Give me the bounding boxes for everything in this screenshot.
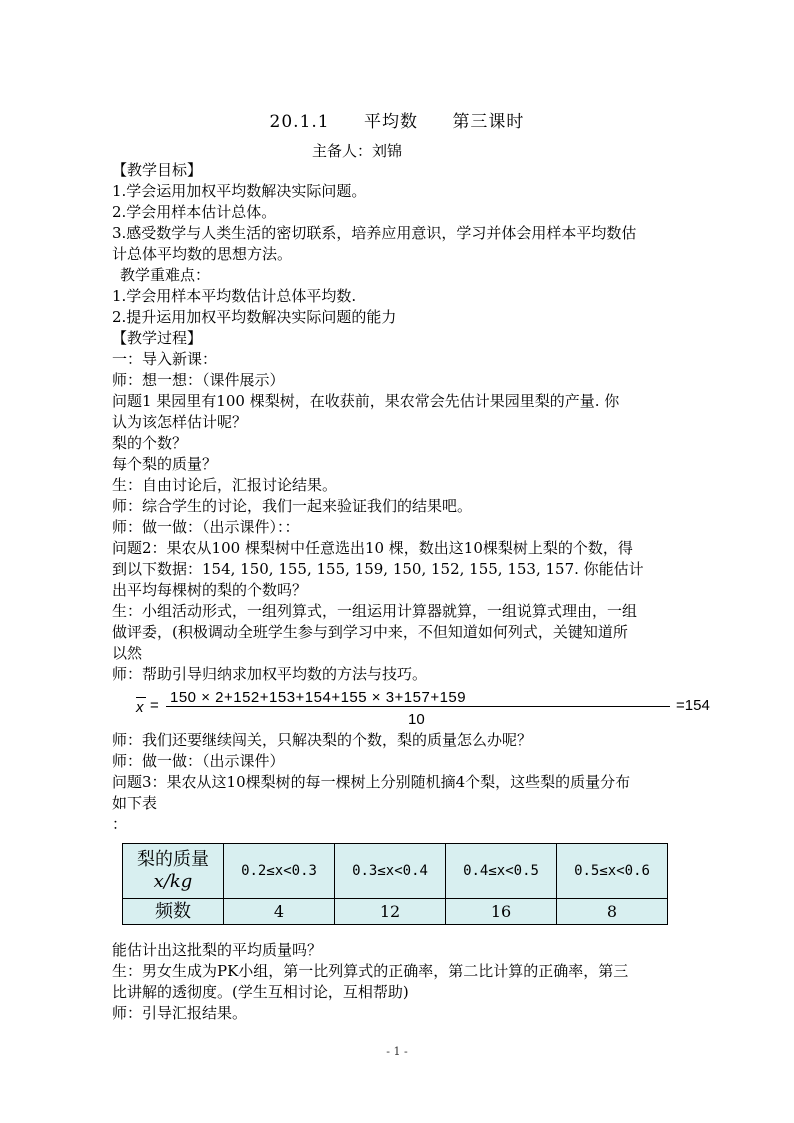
student-line: 生：小组活动形式，一组列算式，一组运用计算器就算，一组说算式理由，一组 [112,602,638,620]
problem-3: 问题3：果农从这10棵梨树的每一棵树上分别随机摘4个梨，这些梨的质量分布 [112,773,631,791]
frequency-cell: 16 [446,899,557,925]
teacher-line: 师：帮助引导归纳求加权平均数的方法与技巧。 [112,665,428,683]
fraction-bar [166,706,670,707]
frequency-table [122,843,668,925]
formula-equals: = [150,697,159,714]
lesson-topic: 平均数 [364,112,419,132]
question-mass: 每个梨的质量？ [112,455,218,473]
objective-2: 2.学会用样本估计总体。 [112,203,277,221]
interval-cell: 0.4≤x<0.5 [446,844,557,899]
question-average-mass: 能估计出这批梨的平均质量吗？ [112,941,323,959]
section-heading-keypoints: 教学重难点： [120,266,211,284]
problem-1-cont: 认为该怎样估计呢？ [112,413,248,431]
section-number: 20.1.1 [269,112,330,132]
objective-3-cont: 计总体平均数的思想方法。 [112,245,293,263]
problem-2-cont: 到以下数据：154, 150, 155, 155, 159, 150, 152, 155, 153, 157. 你能估计 [112,560,644,578]
objective-3: 3.感受数学与人类生活的密切联系，培养应用意识，学习并体会用样本平均数估 [112,224,637,242]
teacher-line: 师：想一想：（课件展示） [112,371,285,389]
teacher-line: 师：引导汇报结果。 [112,1004,248,1022]
problem-2-cont: 出平均每棵树的梨的个数吗？ [112,581,308,599]
problem-1: 问题1 果园里有100 棵梨树，在收获前，果农常会先估计果园里梨的产量. 你 [112,392,620,410]
teacher-line: 师：综合学生的讨论，我们一起来验证我们的结果吧。 [112,497,473,515]
section-heading-objectives: 【教学目标】 [112,161,203,179]
lesson-period: 第三课时 [452,112,525,132]
step-intro: 一：导入新课： [112,350,218,368]
interval-cell: 0.2≤x<0.3 [224,844,335,899]
student-line: 生：自由讨论后，汇报讨论结果。 [112,476,338,494]
table-row [123,844,668,899]
frequency-label-cell: 频数 [123,899,224,925]
header-label-unit: x/kg [153,871,193,892]
table-header-cell [123,844,224,899]
page-number: - 1 - [386,1045,408,1058]
problem-2: 问题2：果农从100 棵梨树中任意选出10 棵，数出这10棵梨树上梨的个数，得 [112,539,633,557]
section-heading-process: 【教学过程】 [112,329,203,347]
frequency-cell: 8 [557,899,668,925]
author-line: 主备人：刘锦 [312,142,403,160]
objective-1: 1.学会运用加权平均数解决实际问题。 [112,182,367,200]
student-line-cont: 做评委，(积极调动全班学生参与到学习中来，不但知道如何列式，关键知道所 [112,623,628,641]
formula-numerator: 150 × 2+152+153+154+155 × 3+157+159 [170,689,467,706]
lesson-title [0,107,794,132]
student-line-cont: 比讲解的透彻度。(学生互相讨论，互相帮助) [112,983,409,1001]
teacher-line: 师：做一做：（出示课件）：： [112,518,300,536]
keypoint-2: 2.提升运用加权平均数解决实际问题的能力 [112,308,397,326]
frequency-cell: 12 [335,899,446,925]
keypoint-1: 1.学会用样本平均数估计总体平均数. [112,287,357,305]
formula-mean-symbol: x [136,699,144,716]
lesson-body [112,160,712,835]
teacher-line: 师：我们还要继续闯关，只解决梨的个数，梨的质量怎么办呢？ [112,731,533,749]
formula-denominator: 10 [408,711,425,728]
interval-cell: 0.3≤x<0.4 [335,844,446,899]
frequency-cell: 4 [224,899,335,925]
student-line-cont: 以然 [112,644,143,662]
table-row [123,899,668,925]
lesson-body-continued [112,940,712,1024]
teacher-line: 师：做一做：（出示课件） [112,752,285,770]
student-line: 生：男女生成为PK小组，第一比列算式的正确率，第二比计算的正确率，第三 [112,962,629,980]
interval-cell: 0.5≤x<0.6 [557,844,668,899]
header-label-mass: 梨的质量 [137,849,209,870]
formula-result: =154 [676,697,710,714]
problem-3-colon: ： [112,815,128,833]
weighted-mean-formula [136,690,712,730]
problem-3-cont: 如下表 [112,794,158,812]
question-count: 梨的个数？ [112,434,188,452]
